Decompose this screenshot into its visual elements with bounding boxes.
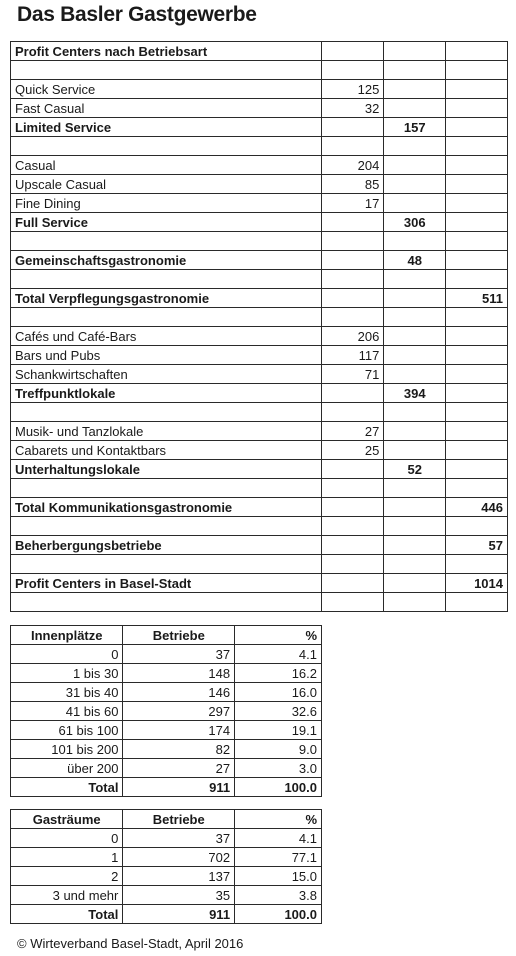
- table-row: [11, 498, 508, 517]
- row-value: 306: [384, 213, 446, 232]
- row-value: [384, 327, 446, 346]
- row-label: Beherbergungsbetriebe: [11, 536, 322, 555]
- row-value: [321, 555, 384, 574]
- row-value: [384, 175, 446, 194]
- row-value: [446, 460, 508, 479]
- row-label: Profit Centers in Basel-Stadt: [11, 574, 322, 593]
- table-cell: 16.2: [235, 664, 322, 683]
- table-row: [11, 702, 322, 721]
- table-row: [11, 848, 322, 867]
- row-value: 71: [321, 365, 384, 384]
- table-row: [11, 80, 508, 99]
- row-value: [446, 80, 508, 99]
- row-value: [446, 346, 508, 365]
- table-cell: 3 und mehr: [11, 886, 123, 905]
- blank-row: [11, 61, 508, 80]
- row-label: Upscale Casual: [11, 175, 322, 194]
- row-value: [321, 384, 384, 403]
- row-label: Schankwirtschaften: [11, 365, 322, 384]
- row-value: 48: [384, 251, 446, 270]
- row-label: [11, 61, 322, 80]
- row-value: [446, 422, 508, 441]
- table-row: [11, 460, 508, 479]
- row-value: 1014: [446, 574, 508, 593]
- row-value: [446, 118, 508, 137]
- total-cell: 100.0: [235, 778, 322, 797]
- table-cell: 61 bis 100: [11, 721, 123, 740]
- row-label: Bars und Pubs: [11, 346, 322, 365]
- table-row: [11, 829, 322, 848]
- row-label: [11, 517, 322, 536]
- table-cell: 16.0: [235, 683, 322, 702]
- table-row: [11, 422, 508, 441]
- table-row: [11, 574, 508, 593]
- row-label: Unterhaltungslokale: [11, 460, 322, 479]
- row-label: Gemeinschaftsgastronomie: [11, 251, 322, 270]
- row-label: Treffpunktlokale: [11, 384, 322, 403]
- table-row: [11, 156, 508, 175]
- table-cell: 148: [123, 664, 235, 683]
- row-label: [11, 137, 322, 156]
- table-row: [11, 118, 508, 137]
- row-value: 204: [321, 156, 384, 175]
- row-value: 511: [446, 289, 508, 308]
- row-label: Fast Casual: [11, 99, 322, 118]
- table-cell: 41 bis 60: [11, 702, 123, 721]
- row-value: [321, 479, 384, 498]
- row-label: Total Verpflegungsgastronomie: [11, 289, 322, 308]
- row-label: [11, 555, 322, 574]
- table-row: [11, 759, 322, 778]
- total-cell: 911: [123, 778, 235, 797]
- row-value: [446, 213, 508, 232]
- blank-row: [11, 555, 508, 574]
- row-value: [321, 536, 384, 555]
- table-cell: 702: [123, 848, 235, 867]
- table-cell: 9.0: [235, 740, 322, 759]
- table-cell: [384, 42, 446, 61]
- table-row: [11, 346, 508, 365]
- innenplaetze-table: [10, 625, 322, 797]
- row-value: [321, 574, 384, 593]
- row-value: [446, 479, 508, 498]
- table-row: [11, 365, 508, 384]
- copyright-note: © Wirteverband Basel-Stadt, April 2016: [17, 936, 244, 951]
- table-row: [11, 441, 508, 460]
- row-label: Quick Service: [11, 80, 322, 99]
- table-header-row: [11, 810, 322, 829]
- table-cell: 35: [123, 886, 235, 905]
- row-value: [321, 517, 384, 536]
- row-label: Musik- und Tanzlokale: [11, 422, 322, 441]
- row-value: [384, 80, 446, 99]
- table-cell: 27: [123, 759, 235, 778]
- table-cell: 297: [123, 702, 235, 721]
- row-value: [384, 365, 446, 384]
- table-cell: 15.0: [235, 867, 322, 886]
- row-value: [384, 498, 446, 517]
- total-cell: 100.0: [235, 905, 322, 924]
- table-cell: über 200: [11, 759, 123, 778]
- row-value: [384, 555, 446, 574]
- row-value: [384, 270, 446, 289]
- row-value: [384, 536, 446, 555]
- row-value: [446, 327, 508, 346]
- row-label: Fine Dining: [11, 194, 322, 213]
- table-cell: 2: [11, 867, 123, 886]
- row-value: 125: [321, 80, 384, 99]
- table-row: [11, 327, 508, 346]
- row-value: [384, 441, 446, 460]
- table-cell: [321, 42, 384, 61]
- row-value: [321, 213, 384, 232]
- row-value: [321, 270, 384, 289]
- table-cell: 77.1: [235, 848, 322, 867]
- row-value: [321, 289, 384, 308]
- row-value: [384, 61, 446, 80]
- table-cell: 19.1: [235, 721, 322, 740]
- row-value: 206: [321, 327, 384, 346]
- row-value: [384, 517, 446, 536]
- table-cell: 3.0: [235, 759, 322, 778]
- column-header: %: [235, 810, 322, 829]
- table-row: [11, 536, 508, 555]
- column-header: Innenplätze: [11, 626, 123, 645]
- table-cell: 37: [123, 829, 235, 848]
- table-row: [11, 384, 508, 403]
- column-header: %: [235, 626, 322, 645]
- row-label: Full Service: [11, 213, 322, 232]
- table-header: Profit Centers nach Betriebsart: [11, 42, 322, 61]
- row-value: [446, 137, 508, 156]
- table-cell: 82: [123, 740, 235, 759]
- table-cell: 174: [123, 721, 235, 740]
- table-cell: 1 bis 30: [11, 664, 123, 683]
- row-label: [11, 232, 322, 251]
- table-row: [11, 251, 508, 270]
- row-value: [321, 118, 384, 137]
- blank-row: [11, 308, 508, 327]
- row-value: [446, 232, 508, 251]
- table-cell: 1: [11, 848, 123, 867]
- row-value: [384, 422, 446, 441]
- table-row: [11, 886, 322, 905]
- table-header-row: [11, 42, 508, 61]
- row-value: [384, 308, 446, 327]
- row-value: [384, 156, 446, 175]
- row-value: 57: [446, 536, 508, 555]
- table-cell: 0: [11, 829, 123, 848]
- row-value: [446, 365, 508, 384]
- row-value: [321, 251, 384, 270]
- table-cell: 137: [123, 867, 235, 886]
- table-row: [11, 721, 322, 740]
- row-value: [384, 403, 446, 422]
- row-value: 25: [321, 441, 384, 460]
- row-label: Cafés und Café-Bars: [11, 327, 322, 346]
- table-row: [11, 683, 322, 702]
- table-row: [11, 740, 322, 759]
- row-value: 27: [321, 422, 384, 441]
- row-value: [384, 593, 446, 612]
- row-value: [321, 593, 384, 612]
- row-value: [384, 99, 446, 118]
- row-label: [11, 479, 322, 498]
- table-row: [11, 289, 508, 308]
- row-value: [446, 441, 508, 460]
- table-cell: 101 bis 200: [11, 740, 123, 759]
- table-row: [11, 194, 508, 213]
- row-value: [321, 308, 384, 327]
- table-row: [11, 99, 508, 118]
- row-value: [321, 498, 384, 517]
- row-value: [384, 289, 446, 308]
- table-cell: 32.6: [235, 702, 322, 721]
- row-value: [446, 555, 508, 574]
- row-value: [446, 384, 508, 403]
- row-value: [321, 460, 384, 479]
- table-cell: 37: [123, 645, 235, 664]
- row-value: [321, 61, 384, 80]
- row-value: [446, 403, 508, 422]
- table-cell: 31 bis 40: [11, 683, 123, 702]
- blank-row: [11, 403, 508, 422]
- row-value: [384, 574, 446, 593]
- table-cell: 0: [11, 645, 123, 664]
- table-cell: [446, 42, 508, 61]
- blank-row: [11, 137, 508, 156]
- table-cell: 146: [123, 683, 235, 702]
- row-value: 117: [321, 346, 384, 365]
- row-value: [384, 194, 446, 213]
- table-row: [11, 867, 322, 886]
- row-value: [446, 61, 508, 80]
- row-value: [446, 593, 508, 612]
- page-title: Das Basler Gastgewerbe: [17, 3, 257, 26]
- row-value: 394: [384, 384, 446, 403]
- row-value: [446, 175, 508, 194]
- row-value: [446, 308, 508, 327]
- row-label: Limited Service: [11, 118, 322, 137]
- row-value: 85: [321, 175, 384, 194]
- row-label: [11, 403, 322, 422]
- row-value: [446, 270, 508, 289]
- row-value: [384, 232, 446, 251]
- row-value: 17: [321, 194, 384, 213]
- blank-row: [11, 232, 508, 251]
- row-value: [384, 479, 446, 498]
- row-value: 52: [384, 460, 446, 479]
- row-label: [11, 270, 322, 289]
- row-value: 446: [446, 498, 508, 517]
- table-header-row: [11, 626, 322, 645]
- total-cell: Total: [11, 778, 123, 797]
- table-row: [11, 664, 322, 683]
- blank-row: [11, 270, 508, 289]
- row-value: [446, 517, 508, 536]
- table-row: [11, 645, 322, 664]
- row-label: Casual: [11, 156, 322, 175]
- table-cell: 3.8: [235, 886, 322, 905]
- gastraeume-table: [10, 809, 322, 924]
- table-cell: 4.1: [235, 829, 322, 848]
- row-label: [11, 593, 322, 612]
- row-value: [321, 232, 384, 251]
- table-row: [11, 175, 508, 194]
- profit-centers-table: [10, 41, 508, 612]
- row-label: Cabarets und Kontaktbars: [11, 441, 322, 460]
- table-row: [11, 213, 508, 232]
- column-header: Betriebe: [123, 626, 235, 645]
- total-row: [11, 778, 322, 797]
- row-value: [446, 156, 508, 175]
- row-value: [446, 251, 508, 270]
- row-label: Total Kommunikationsgastronomie: [11, 498, 322, 517]
- row-value: [384, 137, 446, 156]
- row-label: [11, 308, 322, 327]
- row-value: [321, 137, 384, 156]
- blank-row: [11, 479, 508, 498]
- row-value: [321, 403, 384, 422]
- total-row: [11, 905, 322, 924]
- blank-row: [11, 517, 508, 536]
- column-header: Gasträume: [11, 810, 123, 829]
- row-value: [446, 99, 508, 118]
- total-cell: 911: [123, 905, 235, 924]
- row-value: 157: [384, 118, 446, 137]
- total-cell: Total: [11, 905, 123, 924]
- row-value: 32: [321, 99, 384, 118]
- column-header: Betriebe: [123, 810, 235, 829]
- blank-row: [11, 593, 508, 612]
- row-value: [446, 194, 508, 213]
- row-value: [384, 346, 446, 365]
- table-cell: 4.1: [235, 645, 322, 664]
